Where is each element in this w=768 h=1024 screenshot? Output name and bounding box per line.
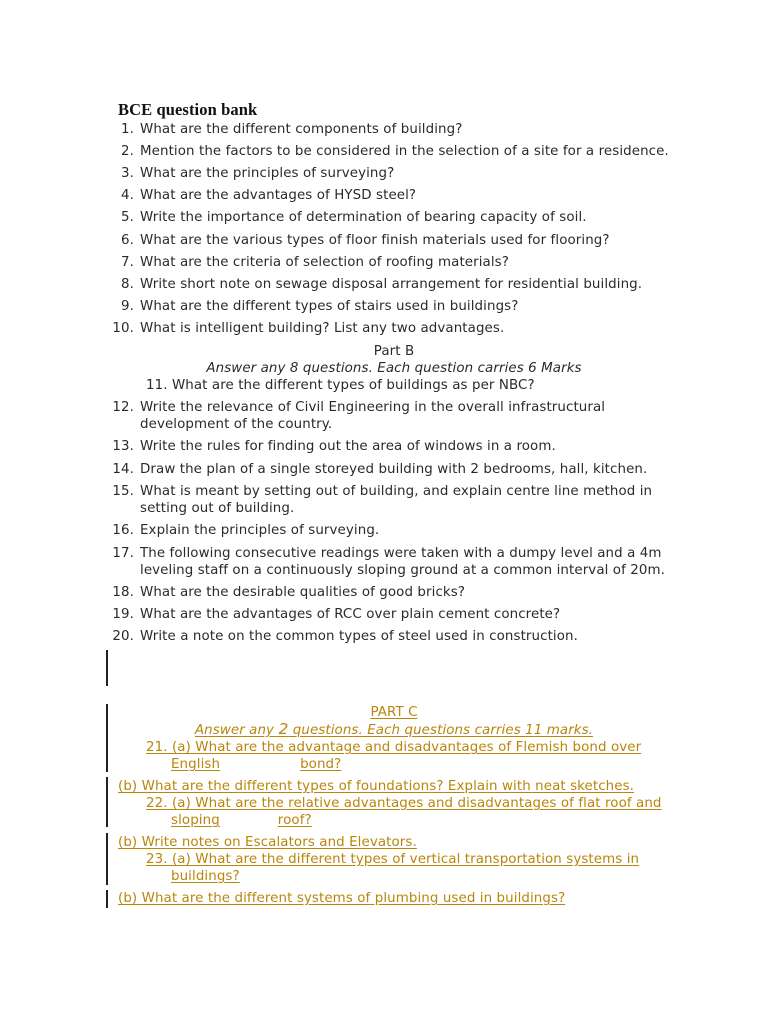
question-2: 2. Mention the factors to be considered in the selection of a site for a residence. (121, 144, 669, 159)
question-7: 7. What are the criteria of selection of roofing materials? (121, 255, 509, 270)
question-6: 6. What are the various types of floor finish materials used for flooring? (121, 233, 610, 248)
change-bar (106, 833, 108, 885)
change-bar (106, 650, 108, 686)
question-5: 5. Write the importance of determination of bearing capacity of soil. (121, 210, 587, 225)
question-22a-cont: sloping roof? (171, 813, 312, 828)
question-23b: (b) What are the different systems of plumbing used in buildings? (118, 891, 566, 906)
question-11: 11. What are the different types of buildings as per NBC? (146, 378, 535, 393)
part-b-instruction: Answer any 8 questions. Each question carries 6 Marks (206, 361, 582, 376)
document-title: BCE question bank (118, 100, 258, 119)
change-bar (106, 777, 108, 827)
question-8: 8. Write short note on sewage disposal arrangement for residential building. (121, 277, 643, 292)
part-c-instruction: Answer any 2 questions. Each questions carries 11 marks. (194, 720, 594, 738)
part-b-heading: Part B (373, 344, 415, 359)
question-21a: 21. (a) What are the advantage and disadvantages of Flemish bond over (146, 740, 642, 755)
question-23a-cont: buildings? (171, 869, 240, 884)
question-21b: (b) What are the different types of foundations? Explain with neat sketches. (118, 779, 635, 794)
question-17: 17. The following consecutive readings were taken with a dumpy level and a 4m leveling staff on a continuously sloping ground at a common interval of 20m. (112, 546, 666, 578)
question-1: 1. What are the different components of building? (121, 122, 463, 137)
question-23a: 23. (a) What are the different types of vertical transportation systems in (146, 852, 640, 867)
question-18: 18. What are the desirable qualities of good bricks? (112, 585, 466, 600)
question-4: 4. What are the advantages of HYSD steel? (121, 188, 417, 203)
question-9: 9. What are the different types of stairs used in buildings? (121, 299, 519, 314)
question-21a-cont: English bond? (171, 757, 342, 772)
question-20: 20. Write a note on the common types of steel used in construction. (112, 629, 578, 644)
question-22b: (b) Write notes on Escalators and Elevators. (118, 835, 417, 850)
question-3: 3. What are the principles of surveying? (121, 166, 395, 181)
question-14: 14. Draw the plan of a single storeyed building with 2 bedrooms, hall, kitchen. (112, 462, 648, 477)
question-19: 19. What are the advantages of RCC over plain cement concrete? (112, 607, 561, 622)
question-15: 15. What is meant by setting out of building, and explain centre line method in setting out of building. (112, 484, 653, 516)
question-10: 10. What is intelligent building? List any two advantages. (112, 321, 505, 336)
question-16: 16. Explain the principles of surveying. (112, 523, 380, 538)
change-bar (106, 890, 108, 908)
question-22a: 22. (a) What are the relative advantages and disadvantages of flat roof and (146, 796, 662, 811)
question-13: 13. Write the rules for finding out the area of windows in a room. (112, 439, 556, 454)
question-12: 12. Write the relevance of Civil Engineering in the overall infrastructural development of the country. (112, 400, 606, 432)
part-c-heading: PART C (370, 705, 418, 720)
